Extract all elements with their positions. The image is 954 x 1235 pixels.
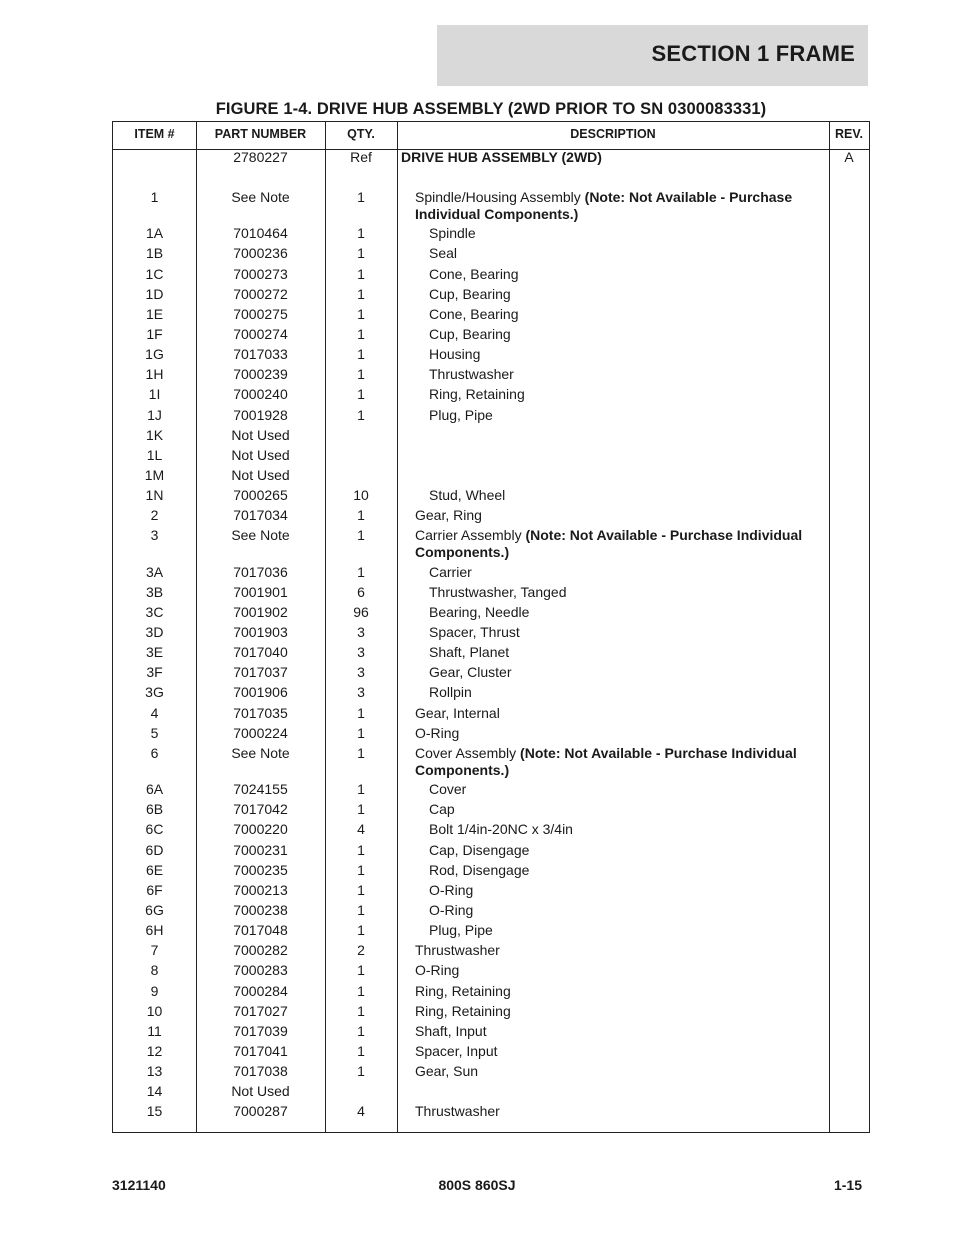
- part-number: 7000239: [233, 366, 288, 383]
- description-text: Carrier: [429, 563, 472, 580]
- description: [429, 564, 825, 581]
- item-number: 6C: [145, 821, 164, 838]
- part-number: 7017034: [233, 507, 288, 524]
- item-number: 6: [150, 744, 159, 761]
- description: [429, 882, 825, 899]
- description-text: Gear, Cluster: [429, 664, 512, 681]
- item-number: 10: [146, 1002, 163, 1019]
- description: [429, 225, 825, 242]
- description: [415, 962, 825, 979]
- part-number: 7000238: [233, 901, 288, 918]
- description: [415, 1043, 825, 1060]
- description: [415, 1063, 825, 1080]
- quantity: 1: [357, 507, 365, 524]
- item-number: 6F: [146, 881, 163, 898]
- quantity: 2: [357, 942, 365, 959]
- item-number: 1N: [145, 487, 164, 504]
- description-text: Cover Assembly: [415, 744, 521, 761]
- description-text: Thrustwasher: [429, 366, 514, 383]
- quantity: 1: [357, 386, 365, 403]
- description-text: O-Ring: [415, 962, 460, 979]
- item-number: 8: [150, 962, 159, 979]
- part-number: 7017042: [233, 801, 288, 818]
- part-number: 7000284: [233, 982, 288, 999]
- item-number: 1A: [145, 225, 164, 242]
- quantity: 96: [353, 603, 369, 620]
- quantity: 1: [357, 724, 365, 741]
- description-text: O-Ring: [415, 724, 460, 741]
- column-divider: [397, 122, 398, 1132]
- part-number: 7017037: [233, 664, 288, 681]
- quantity: 4: [357, 1103, 365, 1120]
- quantity: 1: [357, 881, 365, 898]
- description: [415, 1023, 825, 1040]
- part-number: Not Used: [231, 426, 290, 443]
- item-number: 1: [150, 189, 159, 205]
- quantity: 3: [357, 624, 365, 640]
- item-number: 3A: [145, 563, 164, 580]
- quantity: 1: [357, 982, 365, 999]
- description: [429, 346, 825, 363]
- item-number: 1H: [145, 366, 164, 383]
- part-number: 7000265: [233, 487, 288, 504]
- description: [415, 745, 825, 779]
- description: [429, 386, 825, 403]
- part-number: 7000283: [233, 962, 288, 979]
- description: [415, 1003, 825, 1020]
- description: [429, 286, 825, 303]
- description: [429, 407, 825, 424]
- description: [415, 1103, 825, 1120]
- description-text: Seal: [429, 245, 458, 262]
- quantity: 1: [357, 861, 365, 878]
- part-number: 7024155: [233, 781, 288, 797]
- description-text: Cone, Bearing: [429, 305, 519, 322]
- part-number: 7017048: [233, 922, 288, 939]
- description-text: Cup, Bearing: [429, 285, 511, 302]
- part-number: 7000275: [233, 305, 288, 322]
- item-number: 3: [150, 527, 159, 544]
- footer-doc-number: 3121140: [112, 1177, 166, 1193]
- description-text: Cone, Bearing: [429, 265, 519, 282]
- description: [429, 664, 825, 681]
- description: [429, 326, 825, 343]
- quantity: 10: [353, 487, 369, 504]
- description: [429, 604, 825, 621]
- revision: A: [844, 149, 854, 165]
- description-text: Cup, Bearing: [429, 325, 511, 342]
- description-text: Bearing, Needle: [429, 603, 530, 620]
- quantity: 1: [357, 527, 365, 544]
- item-number: 1K: [145, 426, 164, 443]
- quantity: 4: [357, 821, 365, 838]
- description: [415, 725, 825, 742]
- part-number: 7000224: [233, 724, 288, 741]
- item-number: 9: [150, 982, 159, 999]
- quantity: Ref: [350, 149, 372, 165]
- part-number: 7001928: [233, 406, 288, 423]
- description-text: Spacer, Thrust: [429, 624, 520, 640]
- part-number: 7017036: [233, 563, 288, 580]
- description-text: Thrustwasher: [415, 1103, 500, 1120]
- description: [429, 644, 825, 661]
- availability-note: (Note: Not Available - Purchase Individual Components.): [415, 189, 793, 222]
- part-number: 7001901: [233, 583, 288, 600]
- description: [429, 624, 825, 641]
- description: [429, 266, 825, 283]
- quantity: 1: [357, 1002, 365, 1019]
- section-header: [437, 25, 868, 86]
- part-number: 7000274: [233, 325, 288, 342]
- description-text: Ring, Retaining: [429, 386, 525, 403]
- item-number: 1E: [145, 305, 164, 322]
- item-number: 1I: [148, 386, 161, 403]
- description-text: Stud, Wheel: [429, 487, 506, 504]
- part-number: 7000220: [233, 821, 288, 838]
- description: [429, 487, 825, 504]
- quantity: 1: [357, 1022, 365, 1039]
- quantity: 1: [357, 265, 365, 282]
- quantity: 1: [357, 189, 365, 205]
- description-text: Housing: [429, 346, 481, 363]
- description: [415, 189, 825, 223]
- part-number: 7017027: [233, 1002, 288, 1019]
- description: [429, 366, 825, 383]
- part-number: 7000213: [233, 881, 288, 898]
- description-text: Rod, Disengage: [429, 861, 530, 878]
- description-text: Carrier Assembly: [415, 527, 526, 544]
- description-text: Cover: [429, 781, 467, 797]
- item-number: 3D: [145, 624, 164, 640]
- section-title: SECTION 1 FRAME: [651, 41, 855, 66]
- description-text: Cap: [429, 801, 455, 818]
- item-number: 6A: [145, 781, 164, 797]
- description: [429, 306, 825, 323]
- quantity: 1: [357, 1043, 365, 1059]
- quantity: 1: [357, 922, 365, 939]
- quantity: 1: [357, 901, 365, 918]
- quantity: 1: [357, 245, 365, 262]
- item-number: 1F: [146, 325, 163, 342]
- item-number: 2: [150, 507, 159, 524]
- parts-table: [112, 121, 870, 1133]
- description: [429, 781, 825, 798]
- part-number: 7000240: [233, 386, 288, 403]
- description: [429, 821, 825, 838]
- item-number: 7: [150, 942, 159, 959]
- quantity: 1: [357, 781, 365, 797]
- quantity: 3: [357, 644, 365, 661]
- description: [415, 705, 825, 722]
- part-number: 7010464: [233, 225, 288, 242]
- item-number: 5: [150, 724, 159, 741]
- item-number: 1B: [145, 245, 164, 262]
- item-number: 6D: [145, 841, 164, 858]
- item-number: 1C: [145, 265, 164, 282]
- part-number: 7017041: [233, 1043, 288, 1059]
- item-number: 3G: [145, 684, 164, 701]
- column-header-description: DESCRIPTION: [570, 127, 656, 141]
- part-number: 2780227: [233, 149, 288, 165]
- item-number: 12: [146, 1043, 163, 1059]
- column-divider: [829, 122, 830, 1132]
- quantity: 1: [357, 801, 365, 818]
- description: [401, 149, 825, 166]
- column-header-rev: REV.: [834, 127, 864, 141]
- item-number: 6E: [145, 861, 164, 878]
- description-text: Shaft, Input: [415, 1022, 487, 1039]
- description: [429, 245, 825, 262]
- item-number: 6G: [145, 901, 164, 918]
- figure-title: FIGURE 1-4. DRIVE HUB ASSEMBLY (2WD PRIOR TO SN 0300083331): [215, 100, 767, 118]
- item-number: 4: [150, 704, 159, 721]
- column-header-item: ITEM #: [134, 127, 175, 141]
- item-number: 1G: [145, 346, 164, 363]
- quantity: 1: [357, 563, 365, 580]
- part-number: See Note: [231, 744, 290, 761]
- description-text: Ring, Retaining: [415, 1002, 511, 1019]
- part-number: 7000236: [233, 245, 288, 262]
- part-number: Not Used: [231, 446, 290, 463]
- item-number: 3C: [145, 603, 164, 620]
- description: [415, 983, 825, 1000]
- description-text: Cap, Disengage: [429, 841, 530, 858]
- part-number: Not Used: [231, 466, 290, 483]
- description-text: Spacer, Input: [415, 1043, 498, 1059]
- part-number: 7000282: [233, 942, 288, 959]
- quantity: 1: [357, 704, 365, 721]
- description-text: O-Ring: [429, 881, 474, 898]
- description: [415, 527, 825, 561]
- description-text: Rollpin: [429, 684, 472, 701]
- quantity: 1: [357, 225, 365, 242]
- description-text: Spindle/Housing Assembly: [415, 189, 585, 205]
- quantity: 1: [357, 305, 365, 322]
- description-text: Thrustwasher, Tanged: [429, 583, 567, 600]
- item-number: 1M: [144, 466, 165, 483]
- description-text: Gear, Ring: [415, 507, 482, 524]
- description: [429, 801, 825, 818]
- quantity: 1: [357, 406, 365, 423]
- part-number: 7017035: [233, 704, 288, 721]
- item-number: 6B: [145, 801, 164, 818]
- quantity: 1: [357, 962, 365, 979]
- quantity: 1: [357, 366, 365, 383]
- description: [429, 684, 825, 701]
- item-number: 3B: [145, 583, 164, 600]
- part-number: 7000235: [233, 861, 288, 878]
- part-number: 7000273: [233, 265, 288, 282]
- column-header-qty: QTY.: [347, 127, 375, 141]
- part-number: 7000231: [233, 841, 288, 858]
- description: [429, 922, 825, 939]
- description-text: DRIVE HUB ASSEMBLY (2WD): [401, 149, 602, 165]
- quantity: 1: [357, 841, 365, 858]
- part-number: Not Used: [231, 1083, 290, 1100]
- footer-page-number: 1-15: [833, 1177, 862, 1193]
- item-number: 1J: [147, 406, 162, 423]
- description: [429, 902, 825, 919]
- item-number: 6H: [145, 922, 164, 939]
- part-number: 7017040: [233, 644, 288, 661]
- item-number: 13: [146, 1063, 163, 1080]
- quantity: 6: [357, 583, 365, 600]
- item-number: 1D: [145, 285, 164, 302]
- item-number: 15: [146, 1103, 163, 1120]
- quantity: 1: [357, 1063, 365, 1080]
- part-number: 7017038: [233, 1063, 288, 1080]
- description-text: Shaft, Planet: [429, 644, 510, 661]
- item-number: 14: [146, 1083, 163, 1100]
- quantity: 3: [357, 664, 365, 681]
- footer-model: 800S 860SJ: [438, 1177, 516, 1193]
- description-text: Bolt 1/4in-20NC x 3/4in: [429, 821, 573, 838]
- part-number: See Note: [231, 527, 290, 544]
- description-text: Thrustwasher: [415, 942, 500, 959]
- quantity: 1: [357, 285, 365, 302]
- part-number: 7001906: [233, 684, 288, 701]
- item-number: 3E: [145, 644, 164, 661]
- part-number: 7000287: [233, 1103, 288, 1120]
- description: [415, 942, 825, 959]
- availability-note: (Note: Not Available - Purchase Individual Components.): [415, 744, 797, 778]
- description: [429, 584, 825, 601]
- description: [429, 862, 825, 879]
- quantity: 1: [357, 744, 365, 761]
- availability-note: (Note: Not Available - Purchase Individual Components.): [415, 527, 803, 561]
- part-number: 7001902: [233, 603, 288, 620]
- item-number: 1L: [146, 446, 163, 463]
- description-text: Plug, Pipe: [429, 922, 493, 939]
- description-text: Gear, Internal: [415, 704, 500, 721]
- part-number: 7017033: [233, 346, 288, 363]
- item-number: 11: [147, 1022, 162, 1039]
- part-number: See Note: [231, 189, 290, 205]
- column-header-part-number: PART NUMBER: [214, 127, 307, 141]
- description-text: O-Ring: [429, 901, 474, 918]
- quantity: 1: [357, 346, 365, 363]
- quantity: 1: [357, 325, 365, 342]
- description-text: Spindle: [429, 225, 476, 242]
- part-number: 7000272: [233, 285, 288, 302]
- part-number: 7017039: [233, 1022, 288, 1039]
- description-text: Ring, Retaining: [415, 982, 511, 999]
- part-number: 7001903: [233, 624, 288, 640]
- item-number: 3F: [146, 664, 163, 681]
- quantity: 3: [357, 684, 365, 701]
- description-text: Plug, Pipe: [429, 406, 493, 423]
- description: [429, 842, 825, 859]
- description-text: Gear, Sun: [415, 1063, 479, 1080]
- description: [415, 507, 825, 524]
